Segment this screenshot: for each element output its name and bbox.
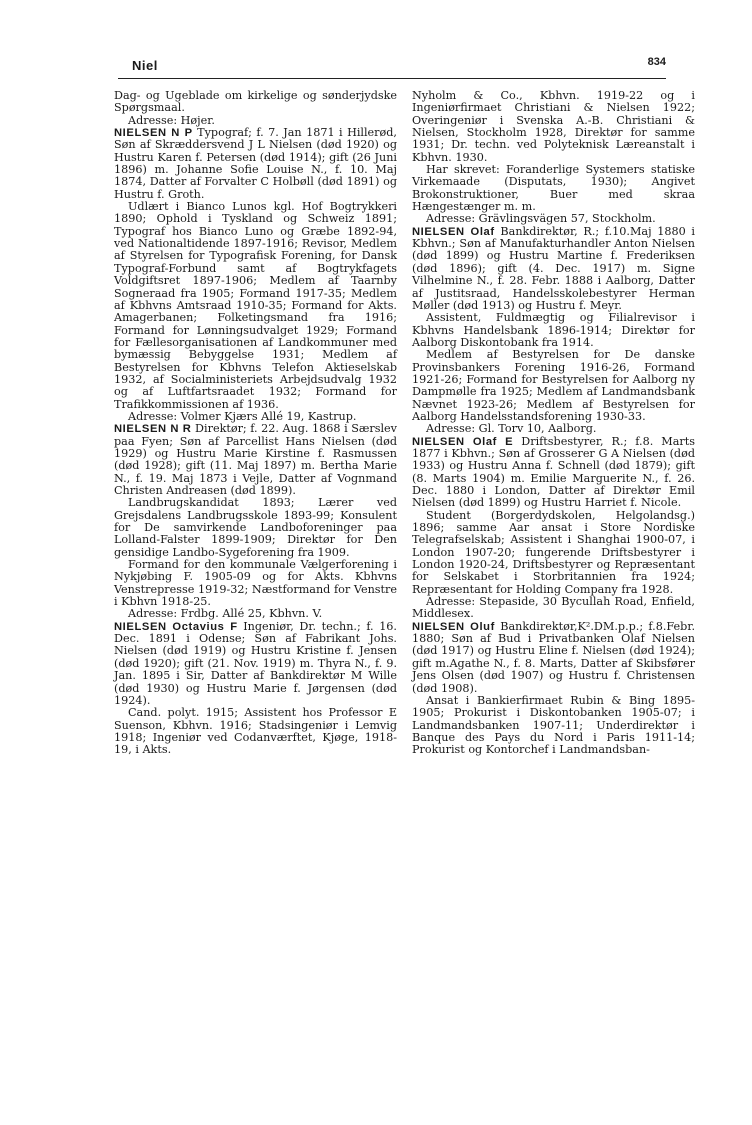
entry-text: Typograf; f. 7. Jan 1871 i Hillerød, Søn af Skræddersvend J L Nielsen (død 1920) og Hustru Karen f. Petersen (død 1914); gift (26 Juni 1896) m. Johanne Sofie Louise N., f. 10. Maj 1874, Datter af Forvalter C Holbøll (død 1891) og Hustru f. Groth. [114, 126, 397, 201]
entry-name: NIELSEN N P [114, 127, 193, 140]
paragraph: Adresse: Frdbg. Allé 25, Kbhvn. V. [128, 607, 323, 621]
paragraph: Adresse: Højer. [128, 113, 215, 127]
entry-text: Driftsbestyrer, R.; f.8. Marts 1877 i Kbhvn.; Søn af Grosserer G A Nielsen (død 1933) og Hustru Anna f. Schnell (død 1879); gift (8. Marts 1904) m. Emilie Marguerite N., f. 26. Dec. 1880 i London, Datter af Direktør Emil Nielsen (død 1899) og Hustru Harriet f. Nicole. [412, 434, 695, 510]
left-column [114, 90, 397, 757]
paragraph: Udlært i Bianco Lunos kgl. Hof Bogtrykkeri 1890; Ophold i Tyskland og Schweiz 1891; Typograf hos Bianco Luno og Græbe 1892-94, ved Nationaltidende 1897-1916; Revisor, Medlem af Styrelsen for Typografisk Forening, for Dansk Typograf-Forbund samt af Bogtrykfagets Voldgiftsret 1897-1906; Medlem af Taarnby Sogneraad fra 1905; Formand 1917-35; Medlem af Kbhvns Amtsraad 1910-35; Formand for Akts. Amagerbanen; Folketingsmand fra 1916; Formand for Lønningsudvalget 1929; Formand for Fællesorganisationen af Landkommuner med bymæssig Bebyggelse 1931; Medlem af Bestyrelsen for Kbhvns Telefon Aktieselskab 1932, af Socialministeriets Arbejdsudvalg 1932 og af Luftfartsraadet 1932; Formand for Trafikkommissionen af 1936. [114, 200, 397, 411]
entry-name: NIELSEN N R [114, 423, 192, 436]
entry-text: Ingeniør, Dr. techn.; f. 16. Dec. 1891 i Odense; Søn af Fabrikant Johs. Nielsen (død 1919) og Hustru Kristine f. Jensen (død 1920); gift (21. Nov. 1919) m. Thyra N., f. 9. Jan. 1895 i Sir, Datter af Bankdirektør M Wille (død 1930) og Hustru Marie f. Jørgensen (død 1924). [114, 619, 397, 707]
paragraph: Adresse: Volmer Kjærs Allé 19, Kastrup. [128, 409, 357, 423]
paragraph: Ansat i Bankierfirmaet Rubin & Bing 1895-1905; Prokurist i Diskontobanken 1905-07; i Landmandsbanken 1907-11; Underdirektør i Banque des Pays du Nord i Paris 1911-14; Prokurist og Kontorchef i Landmandsban- [412, 693, 695, 757]
paragraph: Adresse: Gl. Torv 10, Aalborg. [426, 422, 597, 436]
paragraph: Assistent, Fuldmægtig og Filialrevisor i Kbhvns Handelsbank 1896-1914; Direktør for Aalborg Diskontobank fra 1914. [412, 311, 695, 349]
entry-text: Direktør; f. 22. Aug. 1868 i Særslev paa Fyen; Søn af Parcellist Hans Nielsen (død 1929) og Hustru Marie Kirstine f. Rasmussen (død 1928); gift (11. Maj 1897) m. Bertha Marie N., f. 19. Maj 1873 i Vejle, Datter af Vognmand Christen Andreasen (død 1899). [114, 422, 397, 497]
biography-entry [412, 436, 695, 510]
paragraph: Adresse: Grävlingsvägen 57, Stockholm. [426, 212, 656, 226]
running-head-title: Niel [132, 58, 158, 73]
header-rule [118, 78, 666, 79]
right-column [412, 90, 695, 757]
page-header [118, 56, 666, 76]
paragraph: Medlem af Bestyrelsen for De danske Provinsbankers Forening 1916-26, Formand 1921-26; Formand for Bestyrelsen for Aalborg ny Dampmølle fra 1925; Medlem af Landmandsbank Nævnet 1923-26; Medlem af Bestyrelsen for Aalborg Handelsstandsforening 1930-33. [412, 348, 695, 423]
biography-entry [114, 423, 397, 497]
biography-entry [114, 127, 397, 201]
biography-entry [114, 621, 397, 707]
biography-entry [412, 226, 695, 312]
paragraph: Cand. polyt. 1915; Assistent hos Professor E Suenson, Kbhvn. 1916; Stadsingeniør i Lemvig 1918; Ingeniør ved Codanværftet, Kjøge, 1918-19, i Akts. [114, 706, 397, 757]
paragraph: Adresse: Stepaside, 30 Bycullah Road, Enfield, Middlesex. [412, 595, 695, 621]
page-number: 834 [647, 56, 666, 68]
paragraph: Student (Borgerdydskolen, Helgolandsg.) 1896; samme Aar ansat i Store Nordiske Telegrafselskab; Assistent i Shanghai 1900-07, i London 1907-20; fungerende Driftsbestyrer i London 1920-24, Driftsbestyrer og Repræsentant for Selskabet i Storbritannien fra 1924; Repræsentant for Holding Company fra 1928. [412, 508, 695, 596]
entry-name: NIELSEN Oluf [412, 620, 495, 633]
entry-name: NIELSEN Octavius F [114, 620, 238, 633]
continued-paragraph: Nyholm & Co., Kbhvn. 1919-22 og i Ingeniørfirmaet Christiani & Nielsen 1922; Overingeniør i Svenska A.-B. Christiani & Nielsen, Stockholm 1928, Direktør for samme 1931; Dr. techn. ved Polyteknisk Læreanstalt i Kbhvn. 1930. [412, 89, 695, 164]
paragraph: Har skrevet: Foranderlige Systemers statiske Virkemaade (Disputats, 1930); Angivet Brokonstruktioner, Buer med skraa Hængestænger m. m. [412, 163, 695, 214]
biography-entry [412, 621, 695, 695]
entry-text: Bankdirektør,K².DM.p.p.; f.8.Febr. 1880; Søn af Bud i Privatbanken Olaf Nielsen (død 1917) og Hustru Eline f. Nielsen (død 1924); gift m.Agathe N., f. 8. Marts, Datter af Skibsfører Jens Olsen (død 1907) og Hustru f. Christensen (død 1908). [412, 619, 696, 695]
continued-paragraph: Dag- og Ugeblade om kirkelige og sønderjydske Spørgsmaal. [114, 89, 397, 115]
entry-name: NIELSEN Olaf [412, 225, 495, 238]
entry-text: Bankdirektør, R.; f.10.Maj 1880 i Kbhvn.; Søn af Manufakturhandler Anton Nielsen (død 1899) og Hustru Martine f. Frederiksen (død 1896); gift (4. Dec. 1917) m. Signe Vilhelmine N., f. 28. Febr. 1888 i Aalborg, Datter af Justitsraad, Handelsskolebestyrer Herman Møller (død 1913) og Hustru f. Meyr. [412, 224, 696, 312]
paragraph: Landbrugskandidat 1893; Lærer ved Grejsdalens Landbrugsskole 1893-99; Konsulent for De samvirkende Landboforeninger paa Lolland-Falster 1899-1909; Direktør for Den gensidige Landbo-Sygeforening fra 1909. [114, 496, 397, 559]
entry-name: NIELSEN Olaf E [412, 435, 514, 448]
paragraph: Formand for den kommunale Vælgerforening i Nykjøbing F. 1905-09 og for Akts. Kbhvns Venstrepresse 1919-32; Næstformand for Venstre i Kbhvn 1918-25. [114, 558, 397, 609]
